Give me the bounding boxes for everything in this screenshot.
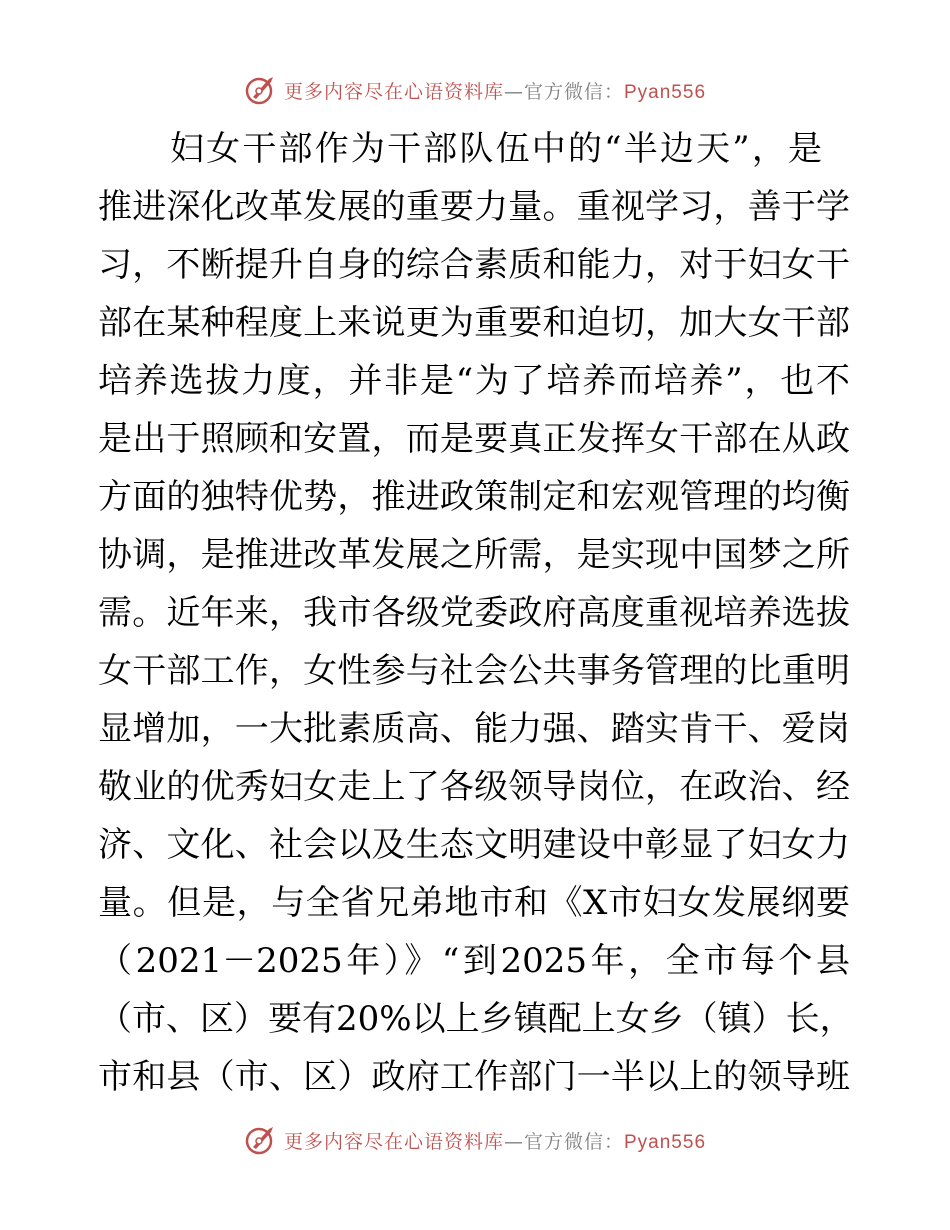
watermark-footer	[0, 1120, 950, 1160]
paragraph-line: 量。但是，与全省兄弟地市和《X市妇女发展纲要	[98, 883, 850, 923]
quill-circle-icon	[244, 73, 278, 107]
paragraph-line: 女干部工作，女性参与社会公共事务管理的比重明	[98, 651, 850, 691]
watermark-text: 更多内容尽在心语资料库—官方微信：Pyan556	[283, 1130, 707, 1153]
paragraph-line: （市、区）要有20%以上乡镇配上女乡（镇）长，	[98, 999, 854, 1039]
paragraph-line: 济、文化、社会以及生态文明建设中彰显了妇女力	[98, 825, 850, 865]
paragraph-line: 市和县（市、区）政府工作部门一半以上的领导班	[98, 1057, 850, 1097]
paragraph-line: 敬业的优秀妇女走上了各级领导岗位，在政治、经	[98, 767, 850, 807]
watermark-header	[0, 70, 950, 110]
paragraph-line: 妇女干部作为干部队伍中的“半边天”，是	[170, 129, 822, 169]
paragraph-line: 是出于照顾和安置，而是要真正发挥女干部在从政	[98, 419, 850, 459]
paragraph-line: 培养选拔力度，并非是“为了培养而培养”，也不	[98, 361, 850, 401]
quill-circle-icon	[244, 1123, 278, 1157]
paragraph-line: 习，不断提升自身的综合素质和能力，对于妇女干	[98, 245, 850, 285]
watermark-text: 更多内容尽在心语资料库—官方微信：Pyan556	[283, 80, 707, 103]
paragraph-line: 协调，是推进改革发展之所需，是实现中国梦之所	[98, 535, 850, 575]
paragraph-line: 需。近年来，我市各级党委政府高度重视培养选拔	[98, 593, 850, 633]
paragraph-line: 推进深化改革发展的重要力量。重视学习，善于学	[98, 187, 850, 227]
paragraph-line: （2021－2025年）》“到2025年，全市每个县	[98, 941, 850, 981]
paragraph-line: 部在某种程度上来说更为重要和迫切，加大女干部	[98, 303, 850, 343]
paragraph-line: 方面的独特优势，推进政策制定和宏观管理的均衡	[98, 477, 850, 517]
paragraph-line: 显增加，一大批素质高、能力强、踏实肯干、爱岗	[98, 709, 850, 749]
